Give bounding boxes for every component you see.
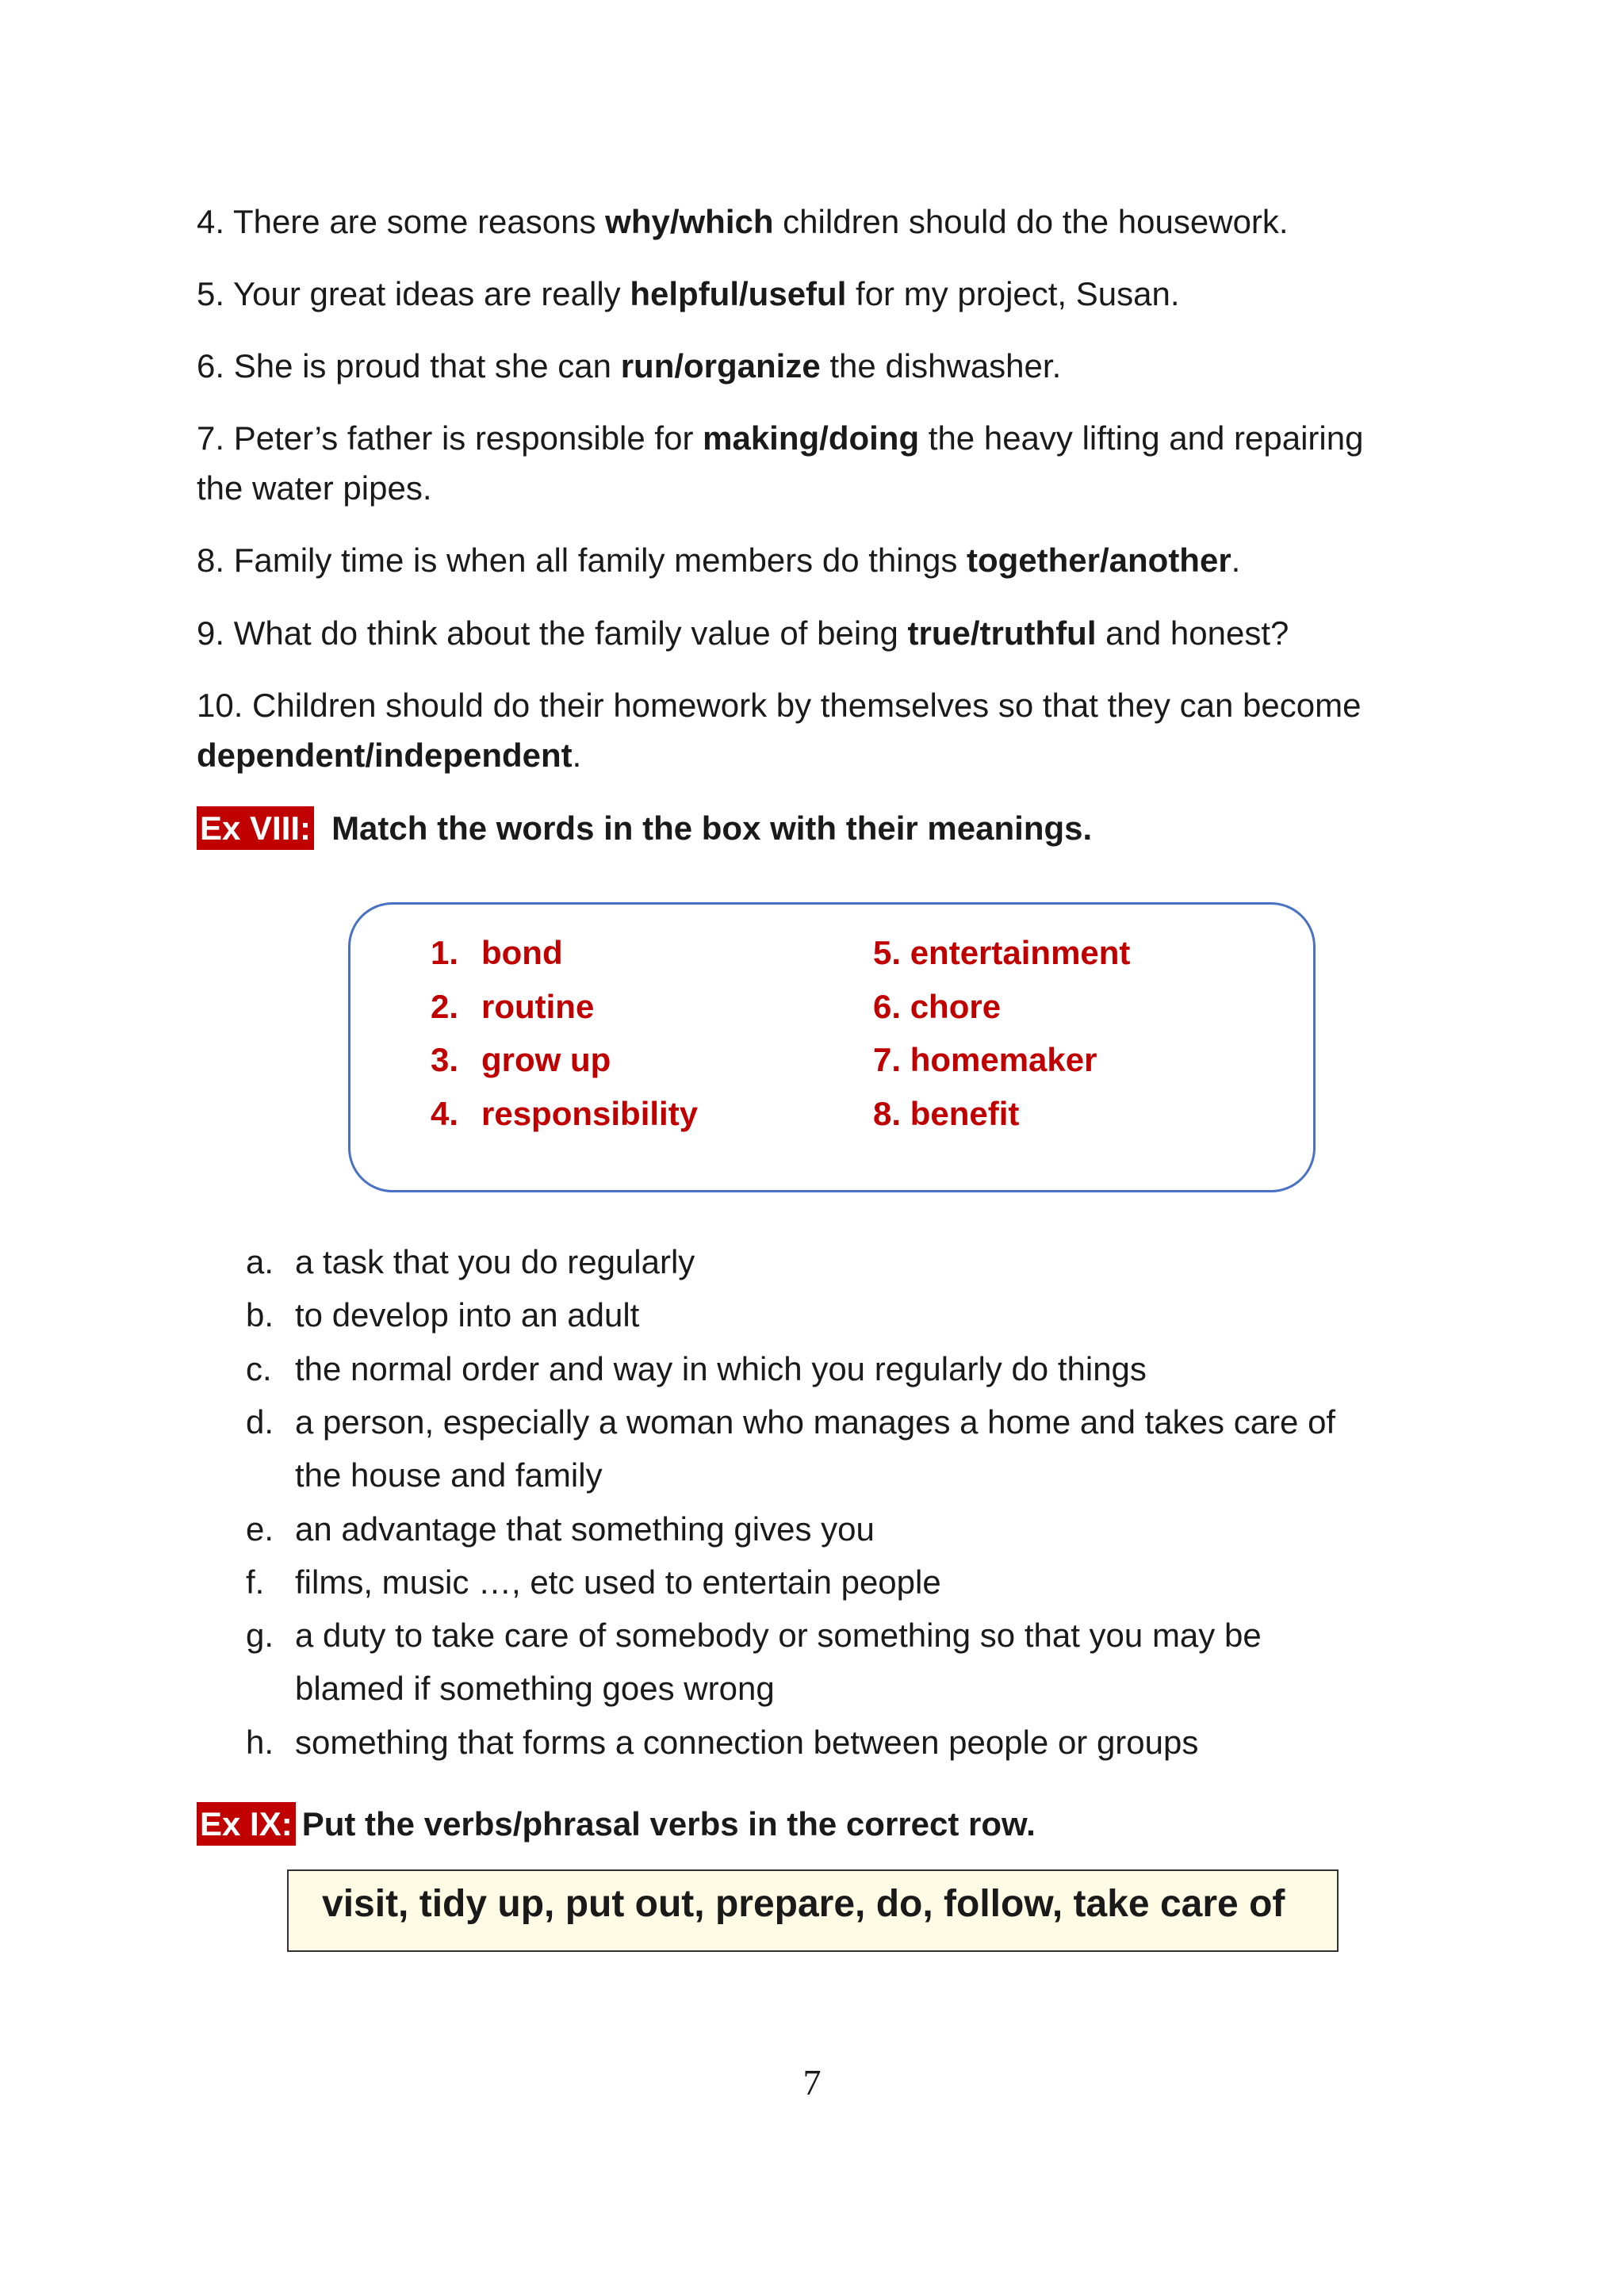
ex8-heading [197,803,1092,853]
sentence-4: 4. There are some reasons why/which children should do the housework. [197,203,1289,240]
sentence-10-continuation: dependent/independent. [197,737,582,774]
page-number: 7 [802,2062,822,2103]
word-item-8: 8. benefit [873,1095,1020,1132]
sentence-8: 8. Family time is when all family members do things together/another. [197,541,1241,579]
word-item-5: 5. entertainment [873,934,1131,971]
ex8-title: Match the words in the box with their meanings. [331,809,1093,847]
sentence-9: 9. What do think about the family value of being true/truthful and honest? [197,614,1289,652]
ex9-title: Put the verbs/phrasal verbs in the correct row. [301,1805,1036,1843]
ex9-heading [197,1799,1036,1849]
sentence-7: 7. Peter’s father is responsible for making/doing the heavy lifting and repairing [197,419,1364,457]
word-item-2: 2. routine [431,988,595,1025]
word-item-6: 6. chore [873,988,1002,1025]
sentence-6: 6. She is proud that she can run/organize the dishwasher. [197,347,1062,385]
word-item-3: 3. grow up [431,1041,611,1078]
sentence-7-continuation: the water pipes. [197,469,432,507]
sentence-10: 10. Children should do their homework by themselves so that they can become [197,687,1362,724]
word-item-1: 1. bond [431,934,563,971]
document-page: 4. There are some reasons why/which children should do the housework. 5. Your great ideas are really helpful/useful for my project, Susan. 6. She is proud that she can run/organize the dishwasher. 7. Peter’s father is responsible for making/doing the heavy lifting and repairing the water pipes. 8. Family time is when all family members do things together/another. 9. What do think about the family value of being true/truthful and honest? 10. Children should do their homework by themselves so that they can become dependent/independent. Ex VIII: Match the words in the box with their meanings. 1. bond 2. routine 3. grow up 4. responsibility 5. entertainment 6. chore 7. homemaker 8. benefit a. a task that you do regularly b. to develop into an adult c. the normal order and way in which you regularly do things d. a person, especially a woman who manages a home and takes care of the house and family e. an advantage that something gives you f. films, music …, etc used to entertain people g. a duty to take care of somebody or something so that you may be blamed if something goes wrong h. something that forms a connection between people or groups Ex IX: Put the verbs/phrasal verbs in the correct row. visit, tidy up, put out, prepare, do, follow, take care of 7 [0,0,1624,2296]
sentence-5: 5. Your great ideas are really helpful/useful for my project, Susan. [197,275,1180,312]
word-item-4: 4. responsibility [431,1095,699,1132]
ex9-label: Ex IX: [197,1802,296,1846]
word-item-7: 7. homemaker [873,1041,1097,1078]
verb-box: visit, tidy up, put out, prepare, do, follow, take care of [287,1869,1339,1952]
ex8-label: Ex VIII: [197,806,314,850]
